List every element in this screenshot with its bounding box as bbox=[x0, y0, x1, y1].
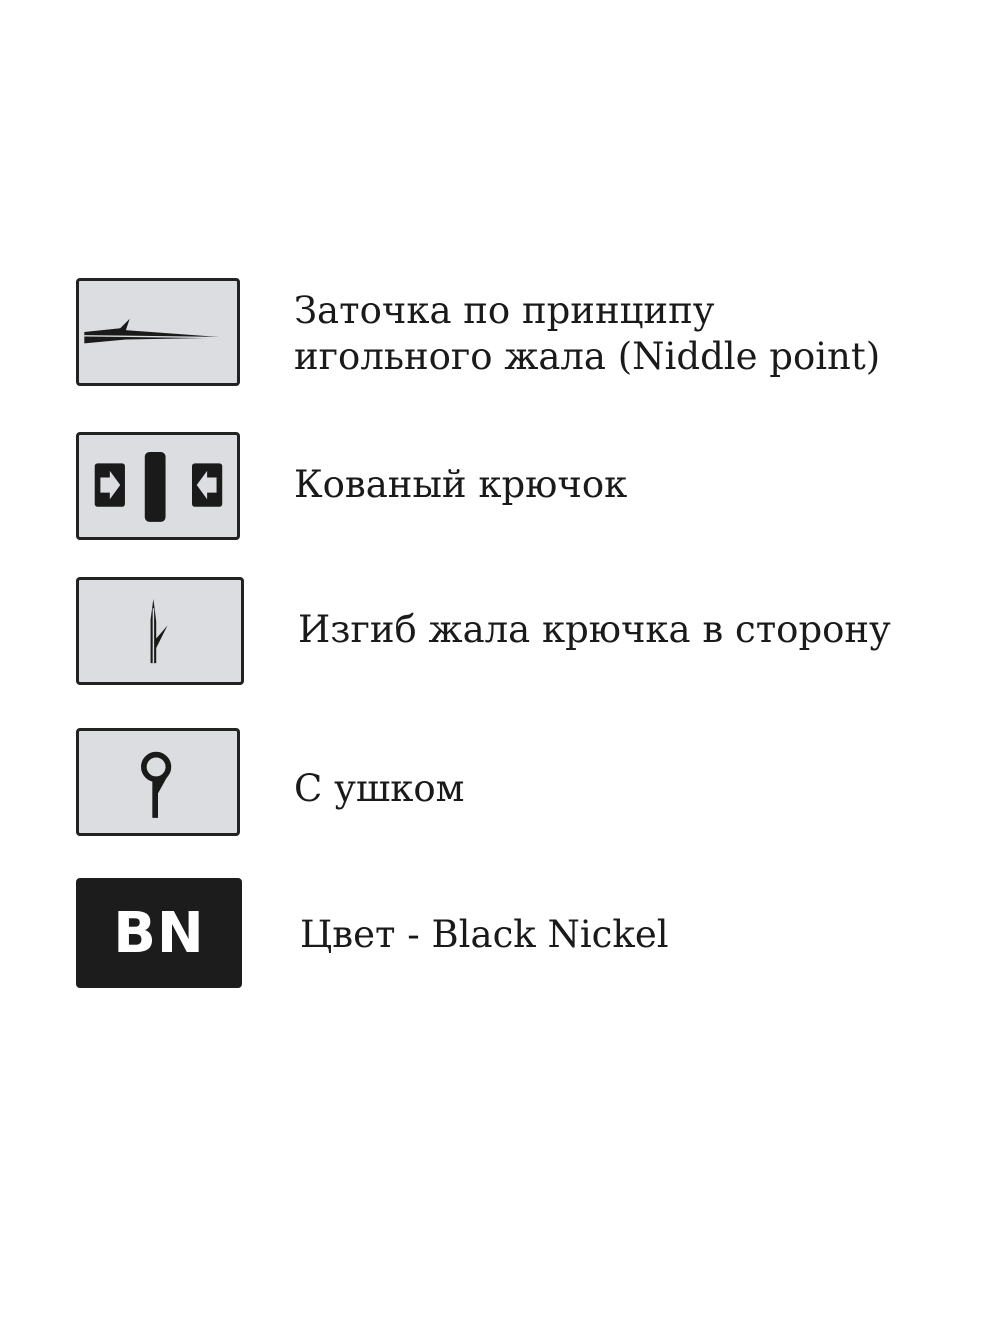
feature-text-line: Изгиб жала крючка в сторону bbox=[298, 608, 891, 651]
needle-point-icon bbox=[79, 281, 237, 383]
feature-text-line: игольного жала (Niddle point) bbox=[294, 335, 881, 378]
forged-hook-icon-box bbox=[76, 432, 240, 540]
feature-text-line: Цвет - Black Nickel bbox=[300, 913, 669, 956]
feature-needle-point-text bbox=[294, 288, 880, 380]
feature-bent-point-text bbox=[298, 607, 891, 653]
bent-point-icon bbox=[79, 580, 241, 682]
feature-text-line: С ушком bbox=[294, 767, 465, 810]
feature-black-nickel-text bbox=[300, 912, 669, 958]
badge-label: BN bbox=[113, 900, 205, 966]
feature-text-line: Заточка по принципу bbox=[294, 289, 715, 332]
feature-text-line: Кованый крючок bbox=[294, 463, 628, 506]
bent-point-icon-box bbox=[76, 577, 244, 685]
forged-hook-icon bbox=[79, 435, 237, 537]
feature-forged-hook-text bbox=[294, 462, 627, 508]
eye-hook-icon bbox=[79, 731, 237, 833]
feature-eye-hook-text bbox=[294, 766, 464, 812]
black-nickel-badge bbox=[76, 878, 242, 988]
needle-point-icon-box bbox=[76, 278, 240, 386]
eye-hook-icon-box bbox=[76, 728, 240, 836]
